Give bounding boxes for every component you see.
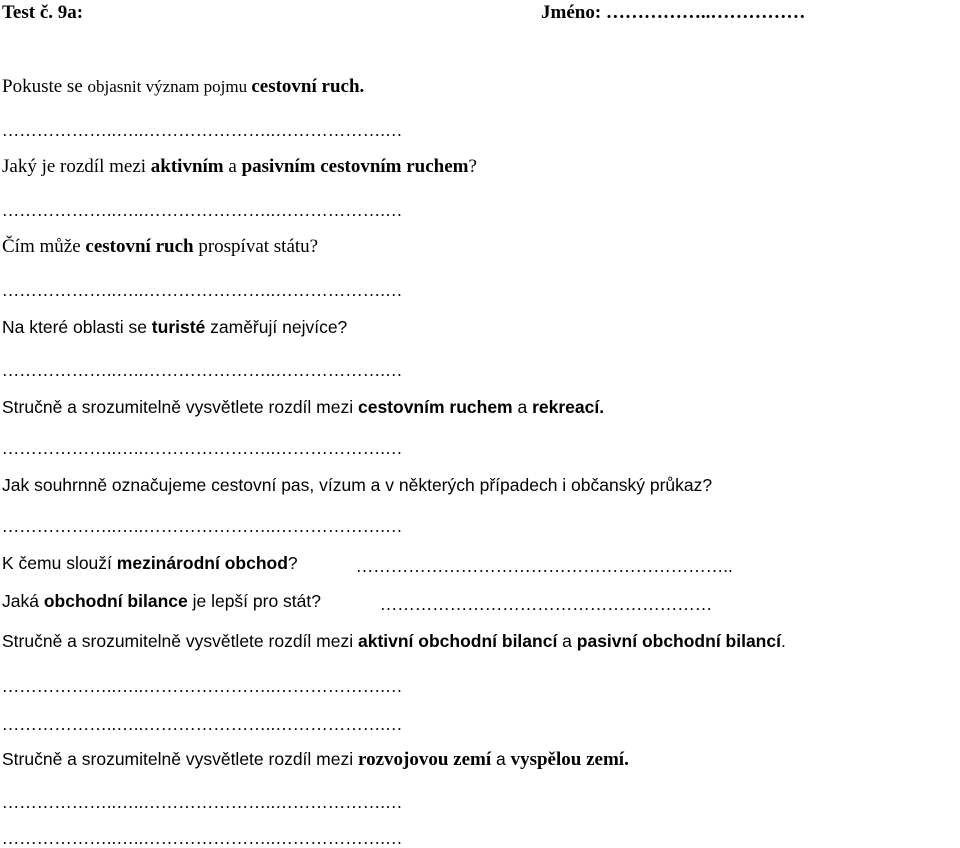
name-field-label: Jméno: ……………..…………… (541, 2, 806, 23)
answer-line: ………………..…..…………………..……………….… (2, 677, 403, 696)
answer-line: ………………..…..…………………..……………….… (2, 439, 403, 458)
answer-line: ……………………………………………………….. (356, 557, 733, 576)
question-text: . (359, 76, 365, 97)
question-text: a (557, 631, 577, 651)
key-term: cestovní ruch (85, 236, 194, 257)
question-text: prospívat státu? (193, 236, 319, 257)
question-10 (2, 748, 629, 771)
question-4 (2, 316, 347, 338)
key-term: aktivní obchodní bilancí (357, 631, 558, 651)
answer-line: ………………..…..…………………..……………….… (2, 715, 403, 734)
question-5 (2, 396, 604, 418)
key-term: cestovním ruchem (357, 397, 513, 417)
key-term: pasivní obchodní bilancí (576, 631, 781, 651)
answer-line: ………………..…..…………………..……………….… (2, 201, 403, 220)
key-term: rekreací (532, 397, 600, 417)
key-term: aktivním (150, 156, 224, 177)
question-text: Čím může (2, 236, 86, 257)
question-text: Stručně a srozumitelně vysvětlete rozdíl mezi (2, 397, 358, 417)
answer-line: ………………..…..…………………..……………….… (2, 829, 403, 848)
key-term: rozvojovou zemí (357, 749, 492, 770)
question-text: . (624, 749, 629, 770)
test-title: Test č. 9a: (2, 2, 84, 23)
question-text: Jaká (2, 591, 44, 611)
question-text: objasnit význam pojmu (87, 77, 252, 96)
question-text: Stručně a srozumitelně vysvětlete rozdíl mezi (2, 631, 358, 651)
question-text: Jak souhrnně označujeme cestovní pas, vízum a v některých případech i občanský průkaz? (2, 475, 713, 495)
question-9 (2, 630, 786, 652)
question-text: K čemu slouží (2, 553, 117, 573)
question-text: a (223, 156, 242, 177)
question-1 (2, 76, 364, 98)
question-3 (2, 236, 318, 258)
key-term: pasivním cestovním ruchem (241, 156, 469, 177)
question-7 (2, 552, 298, 574)
question-text: . (780, 631, 786, 651)
question-text: Pokuste se (2, 76, 88, 97)
answer-line: ………………..…..…………………..……………….… (2, 361, 403, 380)
question-text: . (599, 397, 605, 417)
question-text: a (512, 397, 533, 417)
key-term: turisté (151, 317, 206, 337)
key-term: cestovní ruch (251, 76, 360, 97)
question-text: ? (287, 553, 298, 573)
answer-line: ………………..…..…………………..……………….… (2, 793, 403, 812)
question-text: ? (468, 156, 477, 177)
question-text: zaměřují nejvíce? (205, 317, 348, 337)
question-text: Stručně a srozumitelně vysvětlete rozdíl mezi (2, 749, 358, 769)
question-6 (2, 474, 712, 496)
question-2 (2, 156, 477, 178)
key-term: mezinárodní obchod (116, 553, 288, 573)
question-text: Jaký je rozdíl mezi (2, 156, 151, 177)
question-text: Na které oblasti se (2, 317, 152, 337)
answer-line: ………………..…..…………………..……………….… (2, 121, 403, 140)
answer-line: ………………..…..…………………..……………….… (2, 517, 403, 536)
key-term: obchodní bilance (43, 591, 188, 611)
question-8 (2, 590, 321, 612)
key-term: vyspělou zemí (510, 749, 625, 770)
question-text: je lepší pro stát? (187, 591, 322, 611)
answer-line: ………………..…..…………………..……………….… (2, 281, 403, 300)
answer-line: ………………………………………………… (380, 595, 713, 614)
question-text: a (491, 749, 511, 769)
